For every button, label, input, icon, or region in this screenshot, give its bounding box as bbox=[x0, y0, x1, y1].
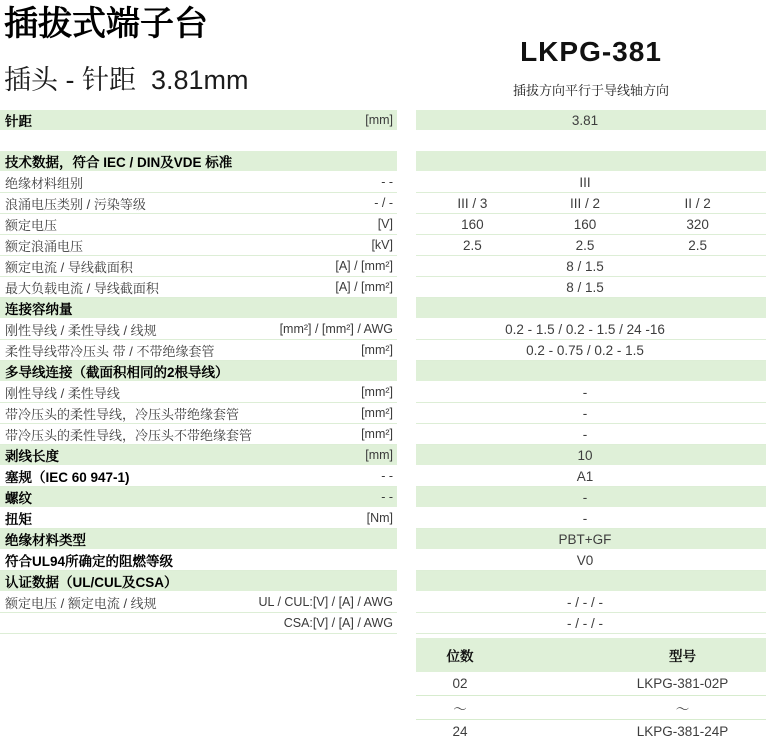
spec-value: 10 bbox=[577, 447, 593, 463]
spec-unit: - - bbox=[381, 490, 393, 504]
spec-value: III bbox=[579, 174, 591, 190]
spec-value: PBT+GF bbox=[558, 531, 612, 547]
spec-row bbox=[0, 403, 766, 424]
spec-value-cell bbox=[416, 592, 766, 613]
spec-unit: CSA:[V] / [A] / AWG bbox=[283, 616, 393, 630]
spec-label: 额定电压 bbox=[5, 217, 58, 233]
spec-unit: [A] / [mm²] bbox=[335, 259, 393, 273]
spec-label-cell bbox=[0, 110, 397, 131]
spec-row bbox=[0, 256, 766, 277]
spec-table bbox=[0, 110, 766, 634]
spec-value-cell bbox=[416, 529, 766, 550]
spec-value: A1 bbox=[576, 468, 594, 484]
spec-value-cell bbox=[416, 571, 766, 592]
spec-unit: [Nm] bbox=[366, 511, 393, 525]
spec-value: - bbox=[582, 426, 588, 442]
spec-value-cell bbox=[416, 319, 766, 340]
spec-section-row bbox=[0, 487, 766, 508]
spec-section-row bbox=[0, 529, 766, 550]
spec-row bbox=[0, 319, 766, 340]
header bbox=[0, 0, 766, 110]
spec-value-cell bbox=[416, 403, 766, 424]
spec-row bbox=[0, 172, 766, 193]
spec-label: 带冷压头的柔性导线，冷压头带绝缘套管 bbox=[5, 406, 240, 422]
spec-label-cell bbox=[0, 508, 397, 529]
spec-label: 刚性导线 / 柔性导线 / 线规 bbox=[5, 322, 157, 338]
spec-value-cell bbox=[416, 193, 766, 214]
spec-value: 8 / 1.5 bbox=[566, 279, 604, 295]
spec-row bbox=[0, 424, 766, 445]
spec-value: 3.81 bbox=[571, 112, 599, 128]
spec-row bbox=[0, 235, 766, 256]
spec-row bbox=[0, 382, 766, 403]
spec-label-cell bbox=[0, 172, 397, 193]
spec-unit: [mm²] / [mm²] / AWG bbox=[279, 322, 393, 336]
spec-unit: [mm²] bbox=[361, 427, 393, 441]
spec-value: 2.5 bbox=[462, 237, 482, 253]
spec-unit: [mm²] bbox=[361, 385, 393, 399]
spec-unit: [mm²] bbox=[361, 406, 393, 420]
product-note: 插拔方向平行于导线轴方向 bbox=[512, 83, 669, 98]
spec-value-cell bbox=[416, 110, 766, 131]
spec-value-cell bbox=[416, 361, 766, 382]
spec-value: 8 / 1.5 bbox=[566, 258, 604, 274]
spec-label-cell bbox=[0, 277, 397, 298]
spec-value-cell bbox=[416, 298, 766, 319]
spec-value-cell bbox=[416, 151, 766, 172]
model-row bbox=[416, 696, 766, 720]
page-subtitle: 插头 - 针距 3.81mm bbox=[4, 65, 249, 96]
model-header-positions: 位数 bbox=[446, 649, 474, 664]
spec-label-cell bbox=[0, 235, 397, 256]
spec-section-row bbox=[0, 151, 766, 172]
header-left bbox=[0, 0, 397, 110]
spec-unit: - / - bbox=[374, 196, 393, 210]
spec-row bbox=[0, 508, 766, 529]
spec-label: 连接容纳量 bbox=[5, 302, 73, 317]
spec-value: - bbox=[582, 489, 588, 505]
spec-label: 额定电压 / 额定电流 / 线规 bbox=[5, 595, 157, 611]
model-positions-value: 02 bbox=[452, 676, 468, 691]
spec-value: 2.5 bbox=[688, 237, 708, 253]
model-positions-value: 24 bbox=[452, 724, 468, 739]
spec-label-cell bbox=[0, 529, 397, 550]
spec-label: 柔性导线带冷压头 带 / 不带绝缘套管 bbox=[5, 343, 215, 359]
spec-value-cell bbox=[416, 340, 766, 361]
spec-label-cell bbox=[0, 466, 397, 487]
spec-label: 浪涌电压类别 / 污染等级 bbox=[5, 196, 146, 212]
spec-unit: [A] / [mm²] bbox=[335, 280, 393, 294]
spec-unit: UL / CUL:[V] / [A] / AWG bbox=[258, 595, 393, 609]
spec-unit: [mm] bbox=[365, 448, 393, 462]
spec-label: 塞规（IEC 60 947-1) bbox=[5, 470, 130, 485]
header-right bbox=[416, 0, 766, 110]
spec-label-cell bbox=[0, 340, 397, 361]
model-type-value: LKPG-381-24P bbox=[636, 724, 729, 739]
spec-label-cell bbox=[0, 550, 397, 571]
model-positions-value: ～ bbox=[453, 701, 467, 717]
spec-label: 技术数据，符合 IEC / DIN及VDE 标准 bbox=[5, 155, 233, 170]
spec-label: 认证数据（UL/CUL及CSA） bbox=[5, 575, 178, 590]
spec-section-row bbox=[0, 361, 766, 382]
spec-label: 最大负载电流 / 导线截面积 bbox=[5, 280, 159, 296]
model-table-header bbox=[416, 638, 766, 672]
spec-label-cell bbox=[0, 319, 397, 340]
spec-label: 剥线长度 bbox=[5, 449, 59, 464]
spec-value: 160 bbox=[573, 216, 597, 232]
model-table bbox=[416, 638, 766, 742]
spec-value: 2.5 bbox=[575, 237, 595, 253]
spec-label-cell bbox=[0, 424, 397, 445]
spec-row bbox=[0, 466, 766, 487]
spec-value-cell bbox=[416, 382, 766, 403]
model-row bbox=[416, 720, 766, 742]
table-section-spacer bbox=[0, 131, 766, 151]
spec-unit: [mm²] bbox=[361, 343, 393, 357]
spec-unit: [V] bbox=[377, 217, 393, 231]
page-title: 插拔式端子台 bbox=[4, 5, 208, 43]
spec-row bbox=[0, 193, 766, 214]
model-type-value: LKPG-381-02P bbox=[636, 676, 729, 691]
spec-label: 带冷压头的柔性导线，冷压头不带绝缘套管 bbox=[5, 427, 253, 443]
spec-section-row bbox=[0, 571, 766, 592]
spec-label-cell bbox=[0, 592, 397, 613]
spec-value: 160 bbox=[461, 216, 484, 232]
spec-label: 额定电流 / 导线截面积 bbox=[5, 259, 133, 275]
spec-value: - bbox=[582, 405, 588, 421]
spec-label: 扭矩 bbox=[5, 512, 32, 527]
spec-value-cell bbox=[416, 508, 766, 529]
spec-value: - / - / - bbox=[567, 615, 603, 631]
spec-value: - bbox=[582, 384, 588, 400]
model-header-type: 型号 bbox=[669, 649, 696, 664]
spec-value: 0.2 - 1.5 / 0.2 - 1.5 / 24 -16 bbox=[505, 321, 665, 337]
spec-value: 320 bbox=[686, 216, 709, 232]
spec-value-cell bbox=[416, 172, 766, 193]
spec-value: V0 bbox=[576, 552, 594, 568]
spec-label: 额定浪涌电压 bbox=[5, 238, 84, 254]
spec-label: 针距 bbox=[5, 114, 32, 129]
spec-value-cell bbox=[416, 445, 766, 466]
spec-value-cell bbox=[416, 466, 766, 487]
spec-unit: - - bbox=[381, 469, 393, 483]
spec-value-cell bbox=[416, 487, 766, 508]
spec-row bbox=[0, 613, 766, 634]
spec-value-cell bbox=[416, 613, 766, 634]
spec-label-cell bbox=[0, 151, 397, 172]
spec-section-row bbox=[0, 445, 766, 466]
spec-unit: [mm] bbox=[365, 113, 393, 127]
spec-label: 螺纹 bbox=[5, 491, 32, 506]
spec-value: - bbox=[582, 510, 588, 526]
spec-label-cell bbox=[0, 487, 397, 508]
spec-value: 0.2 - 0.75 / 0.2 - 1.5 bbox=[526, 342, 644, 358]
spec-value-cell bbox=[416, 424, 766, 445]
spec-label-cell bbox=[0, 361, 397, 382]
spec-unit: - - bbox=[381, 175, 393, 189]
spec-label-cell bbox=[0, 571, 397, 592]
product-code: LKPG-381 bbox=[520, 36, 662, 67]
spec-section-row bbox=[0, 110, 766, 131]
spec-section-row bbox=[0, 298, 766, 319]
spec-row bbox=[0, 340, 766, 361]
spec-label-cell bbox=[0, 214, 397, 235]
spec-label: 多导线连接（截面积相同的2根导线） bbox=[5, 365, 229, 380]
spec-label: 绝缘材料组别 bbox=[5, 175, 84, 191]
model-row bbox=[416, 672, 766, 696]
model-type-value: ～ bbox=[675, 701, 690, 717]
spec-row bbox=[0, 214, 766, 235]
spec-label-cell bbox=[0, 613, 397, 634]
spec-value-cell bbox=[416, 277, 766, 298]
spec-row bbox=[0, 592, 766, 613]
spec-label-cell bbox=[0, 445, 397, 466]
spec-label-cell bbox=[0, 403, 397, 424]
spec-value: - / - / - bbox=[567, 594, 603, 610]
spec-label-cell bbox=[0, 298, 397, 319]
spec-unit: [kV] bbox=[371, 238, 393, 252]
spec-label-cell bbox=[0, 382, 397, 403]
spec-label-cell bbox=[0, 256, 397, 277]
spec-row bbox=[0, 550, 766, 571]
spec-label: 刚性导线 / 柔性导线 bbox=[5, 385, 120, 401]
spec-value-cell bbox=[416, 214, 766, 235]
spec-label-cell bbox=[0, 193, 397, 214]
spec-value: II / 2 bbox=[684, 195, 711, 211]
spec-value-cell bbox=[416, 235, 766, 256]
spec-value-cell bbox=[416, 550, 766, 571]
model-table-body bbox=[416, 672, 766, 742]
spec-value: III / 2 bbox=[570, 195, 601, 211]
spec-value: III / 3 bbox=[457, 195, 488, 211]
spec-label: 符合UL94所确定的阻燃等级 bbox=[5, 554, 174, 569]
spec-row bbox=[0, 277, 766, 298]
spec-value-cell bbox=[416, 256, 766, 277]
spec-label: 绝缘材料类型 bbox=[5, 533, 86, 548]
